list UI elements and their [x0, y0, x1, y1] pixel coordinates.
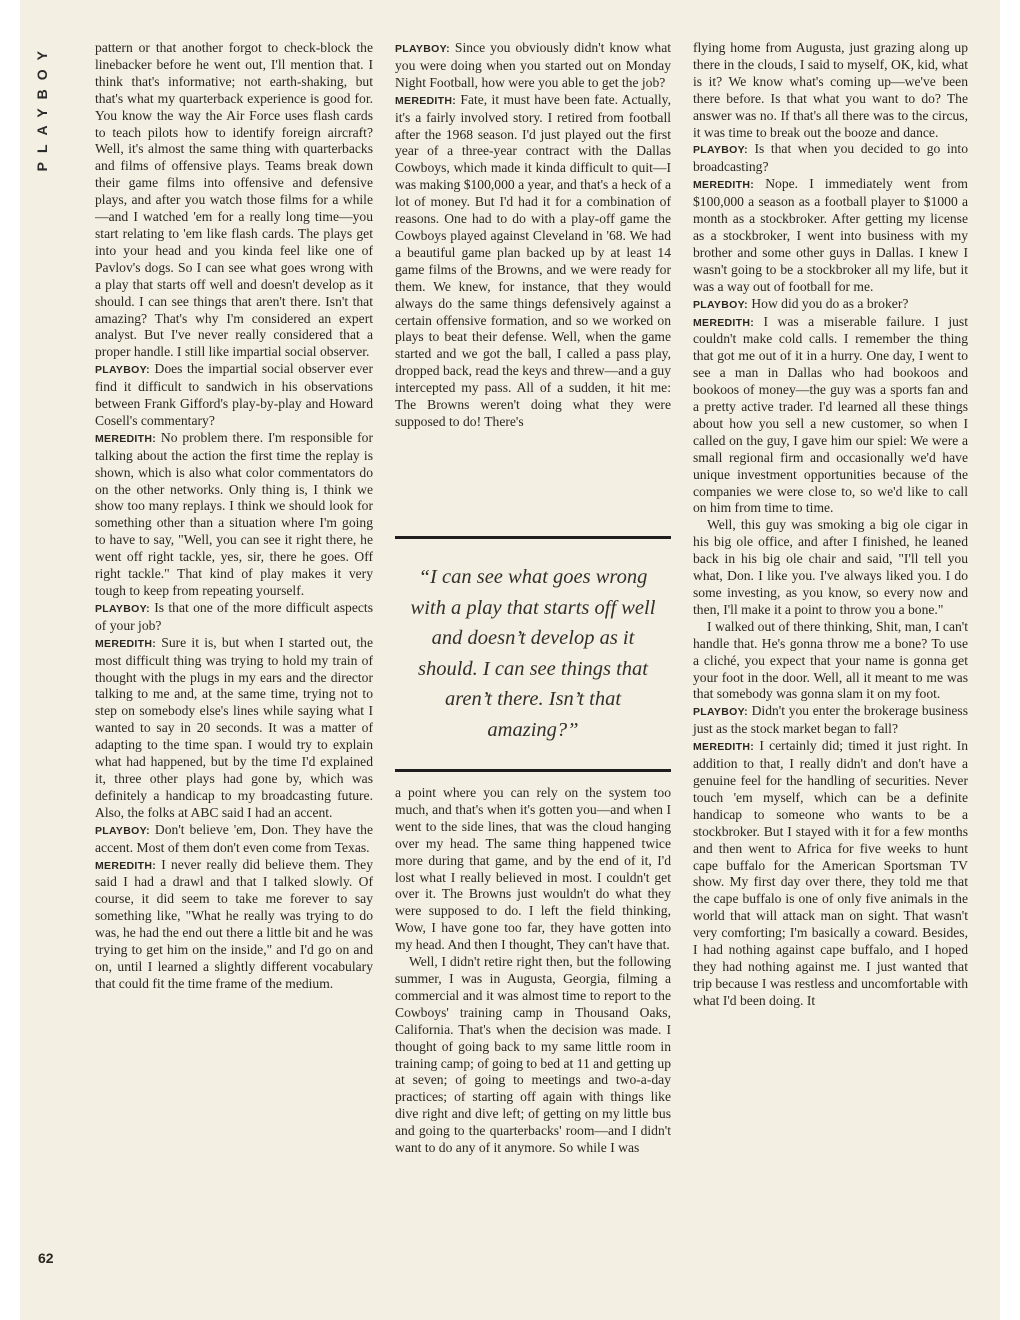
speaker-label: PLAYBOY:	[693, 298, 748, 311]
answer	[95, 635, 373, 822]
speaker-label: MEREDITH:	[693, 741, 755, 754]
paragraph: I walked out of there thinking, Shit, man, I can't handle that. He's gonna throw me a bone? To use a cliché, you expect that your name is gonna get your foot in the door. Well, all it meant to me was that somebody was gonna slam it on my foot.	[693, 618, 968, 702]
answer-text: I was a miserable failure. I just couldn't make cold calls. I remember the thing that got me out of it in a hurry. One day, I went to see a man in Dallas who had bookoos and bookoos of money—the guy was a sports fan and a pretty active trader. I'd learned all these things about how you sell a new customer, so when I called on the guy, I gave him our spiel: We were a small regional firm and occasionally we'd have unique investment opportunities because of the companies we were close to, so we'd like to call on him from time to time.	[693, 313, 968, 516]
column-2-top	[395, 40, 671, 431]
answer	[693, 314, 968, 518]
answer-text: I never really did believe them. They said I had a drawl and that I talked slowly. Of course, it did seem to take me forever to say something like, "What he really was trying to do was, he had the end out there a little bit and he was trying to get him on the inside," and I'd go on and on, until I learned a slightly different vocabulary that could fit the time frame of the medium.	[95, 856, 373, 991]
pull-quote-top-rule	[395, 536, 671, 539]
pull-quote-bottom-rule	[395, 769, 671, 772]
speaker-label: MEREDITH:	[95, 432, 157, 445]
speaker-label: PLAYBOY:	[95, 824, 150, 837]
question	[693, 296, 968, 314]
question	[395, 40, 671, 92]
answer-text: I certainly did; timed it just right. In addition to that, I really didn't and don't have a genuine feel for the handling of securities. Never touch 'em myself, which can be a definite handicap to someone who wants to be a stockbroker. But I stayed with it for a few months and then went to Africa for five weeks to hunt cape buffalo for the American Sportsman TV show. My first day over there, they told me that the cape buffalo is one of only five animals in the world that will attack man on sight. That wasn't very comforting; I'm basically a coward. Besides, I had nothing against cape buffalo, and I hoped they had nothing against me. I just wanted that trip because I was restless and uncomfortable with what I'd been doing. It	[693, 738, 968, 1008]
answer	[395, 92, 671, 431]
paragraph: Well, I didn't retire right then, but the following summer, I was in Augusta, Georgia, filming a commercial and it was almost time to report to the Cowboys' training camp in Thousand Oaks, California. That's when the decision was made. I thought of going back to my same little room in training camp; of going to bed at 11 and getting up at seven; of going to meetings and two-a-day practices; of starting off again with things like dive right and dive left; of getting on my little bus and going to the quarterbacks' room—and I didn't want to do any of it anymore. So while I was	[395, 954, 671, 1156]
question	[693, 141, 968, 176]
speaker-label: MEREDITH:	[693, 316, 755, 329]
question	[95, 361, 373, 430]
paragraph: a point where you can rely on the system too much, and that's when it's gotten you—and when I went to the side lines, that was the cloud hanging over my head. The same thing happened twice more during that game, and by the end of it, I'd lost what I really believed in most. I couldn't get over it. The Browns just wouldn't do what they were supposed to do. I left the field thinking, Wow, I have gone too far, they have gotten into my head. And then I thought, They can't have that.	[395, 785, 671, 953]
answer-text: Sure it is, but when I started out, the most difficult thing was trying to hold my train of thought with the plugs in my ears and the director talking to me and, at the same time, trying not to step on somebody else's lines while saying what I wanted to say in 20 seconds. It was a matter of adapting to the time span. I would try to explain what had happened, but by the time I'd explained it, three other plays had gone by, which was definitely a handicap to my broadcasting future. Also, the folks at ABC said I had an accent.	[95, 634, 373, 820]
speaker-label: MEREDITH:	[693, 179, 755, 192]
column-2-bottom	[395, 785, 671, 1157]
speaker-label: MEREDITH:	[95, 637, 157, 650]
speaker-label: PLAYBOY:	[395, 43, 450, 55]
question	[693, 703, 968, 738]
page-number: 62	[38, 1250, 54, 1266]
pull-quote-box	[395, 536, 671, 772]
question	[95, 600, 373, 635]
magazine-name-sidebar: PLAYBOY	[34, 42, 50, 172]
answer-text: No problem there. I'm responsible for talking about the action the first time the replay is shown, which is also what color commentators do on the other networks. Only thing is, I think we show too many replays. I think we should look for something other than a situation where I'm going to have to say, "Well, you can see it right there, he went off right tackle, yes, sir, there he goes. Off right tackle." That kind of play makes it very tough to keep from repeating yourself.	[95, 429, 373, 598]
speaker-label: MEREDITH:	[395, 94, 457, 107]
answer-text: Nope. I immediately went from $100,000 a season as a football player to $1000 a month as a stockbroker. After getting my license as a stockbroker, I went into business with my brother and some other guys in Dallas. I knew I wasn't going to be a stockbroker all my life, but it was a way out of football for me.	[693, 176, 969, 294]
column-1	[95, 40, 373, 993]
question-text: How did you do as a broker?	[751, 295, 909, 311]
answer	[693, 176, 968, 295]
speaker-label: PLAYBOY:	[95, 602, 150, 615]
speaker-label: MEREDITH:	[95, 859, 157, 872]
speaker-label: PLAYBOY:	[693, 144, 748, 157]
question-text: Is that one of the more difficult aspects of your job?	[95, 599, 373, 633]
question-text: Since you obviously didn't know what you were doing when you started out on Monday Night Football, how were you able to get the job?	[395, 40, 672, 90]
answer	[95, 430, 373, 600]
answer-text: Fate, it must have been fate. Actually, it's a fairly involved story. I retired from football after the 1968 season. I'd just played out the first year of a three-year contract with the Dallas Cowboys, which made it kinda difficult to quit—I was making $100,000 a year, and that's a heck of a lot of money. But I'd had it for a combination of reasons. One had to do with a play-off game the Cowboys played against Cleveland in '68. We had a beautiful game plan backed up by at least 14 game films of the Browns, and we were ready for them. We knew, for instance, that they would always do the same things defensively against a certain offensive formation, and so we worked on plays to beat their defense. Well, when the game started and we got the ball, I called a pass play, dropped back, read the keys and threw—and a guy intercepted my pass. All of a sudden, it hit me: The Browns weren't doing what they were supposed to do! There's	[395, 91, 671, 429]
paragraph: pattern or that another forgot to check-block the linebacker before he went out, I'll mention that. I think that's informative; not earth-shaking, but that's what my quarterback experience is good for. You know the way the Air Force uses flash cards to teach pilots how to identify foreign aircraft? Well, it's almost the same thing with quarterbacks and films of offensive plays. Teams break down their game films into offensive and defensive plays, and after you watch those films for a while—and I watched 'em for a really long time—you start relating to 'em like flash cards. The plays get into your head and you kinda feel like one of Pavlov's dogs. So I can see what goes wrong with a play that starts off well and doesn't develop as it should. I can see things that aren't there. Isn't that amazing? That's why I'm considered an expert analyst. But I've never really considered that a proper handle. I still like impartial social observer.	[95, 40, 373, 360]
question-text: Didn't you enter the brokerage business just as the stock market began to fall?	[693, 703, 968, 737]
paragraph: flying home from Augusta, just grazing along up there in the clouds, I said to myself, OK, kid, what is it? We know what's coming up—we've been there before. Is that what you want to do? The answer was no. If that's all there was to the circus, it was time to break out the booze and dance.	[693, 40, 968, 140]
question-text: Is that when you decided to go into broadcasting?	[693, 141, 968, 175]
question-text: Don't believe 'em, Don. They have the accent. Most of them don't even come from Texas.	[95, 821, 373, 855]
column-3	[693, 40, 968, 1010]
answer	[693, 738, 968, 1010]
pull-quote: “I can see what goes wrong with a play that starts off well and doesn’t develop as it should. I can see things that aren’t there. Isn’t that amazing?”	[410, 566, 656, 741]
question-text: Does the impartial social observer ever find it difficult to sandwich in his observations between Frank Gifford's play-by-play and Howard Cosell's commentary?	[95, 361, 373, 428]
question	[95, 822, 373, 857]
paragraph: Well, this guy was smoking a big ole cigar in his big ole office, and after I finished, he leaned back in his big ole chair and said, "I'll tell you what, Don. I like you. I've always liked you. I do some investing, as you know, so every now and then, I'll make it a point to throw you a bone."	[693, 517, 968, 617]
speaker-label: PLAYBOY:	[693, 706, 748, 719]
speaker-label: PLAYBOY:	[95, 364, 150, 377]
answer	[95, 857, 373, 993]
